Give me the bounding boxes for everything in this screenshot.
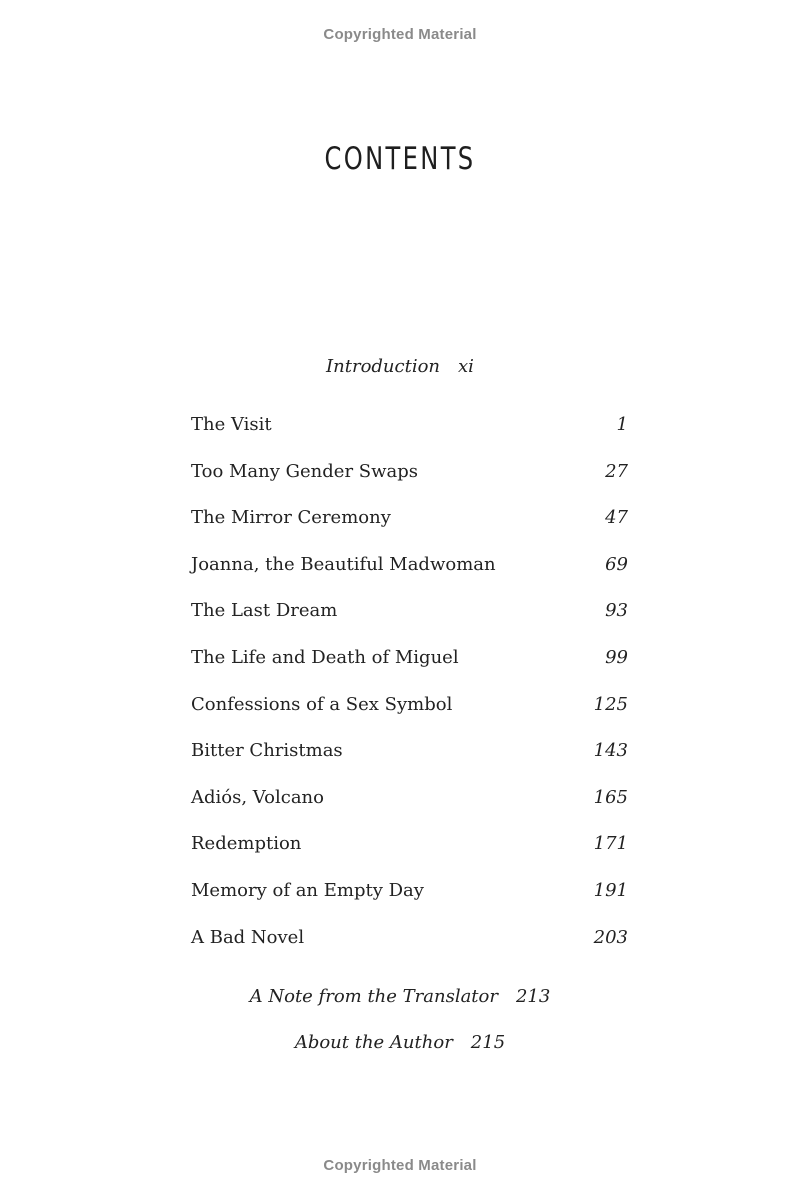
toc-entry-about-author[interactable]	[0, 1032, 800, 1053]
toc-row[interactable]	[191, 461, 628, 508]
chapter-title: Redemption	[191, 833, 302, 855]
toc-row[interactable]	[191, 787, 628, 834]
chapter-page: 191	[593, 879, 628, 901]
toc-entry-page: xi	[458, 356, 474, 377]
chapter-page: 93	[605, 600, 628, 622]
toc-entry-label: About the Author	[294, 1032, 453, 1053]
toc-row[interactable]	[191, 880, 628, 927]
chapter-title: The Last Dream	[191, 600, 338, 622]
chapter-page: 203	[593, 926, 628, 948]
chapter-title: A Bad Novel	[191, 926, 305, 948]
toc-row[interactable]	[191, 694, 628, 741]
chapter-page: 69	[605, 553, 628, 575]
toc-row[interactable]	[191, 740, 628, 787]
chapter-title: The Mirror Ceremony	[191, 507, 391, 529]
toc-row[interactable]	[191, 647, 628, 694]
toc-row[interactable]	[191, 414, 628, 461]
copyright-watermark-bottom: Copyrighted Material	[323, 1157, 477, 1174]
copyright-watermark-top: Copyrighted Material	[323, 26, 477, 43]
toc-entry-page: 215	[470, 1032, 506, 1053]
toc-row[interactable]	[191, 600, 628, 647]
chapter-title: Bitter Christmas	[191, 740, 343, 762]
toc-entry-page: 213	[515, 986, 551, 1007]
toc-entry-translator-note[interactable]	[0, 986, 800, 1007]
chapter-page: 47	[605, 507, 628, 529]
chapter-page: 99	[605, 646, 628, 668]
chapter-page: 125	[593, 693, 628, 715]
toc-entry-introduction[interactable]	[0, 356, 800, 377]
toc-entry-label: Introduction	[326, 356, 441, 377]
chapter-title: Confessions of a Sex Symbol	[191, 693, 453, 715]
chapter-title: The Life and Death of Miguel	[191, 646, 459, 668]
chapter-title: Memory of an Empty Day	[191, 879, 424, 901]
chapter-title: Adiós, Volcano	[191, 786, 324, 808]
chapter-title: The Visit	[191, 414, 272, 435]
chapter-page: 165	[593, 786, 628, 808]
toc-row[interactable]	[191, 507, 628, 554]
page-title: CONTENTS	[324, 141, 476, 177]
toc-row[interactable]	[191, 927, 628, 974]
chapter-page: 1	[616, 414, 628, 435]
toc-row[interactable]	[191, 833, 628, 880]
chapter-page: 171	[593, 833, 628, 855]
chapter-title: Joanna, the Beautiful Madwoman	[191, 553, 496, 575]
toc-row[interactable]	[191, 554, 628, 601]
chapter-page: 143	[593, 740, 628, 762]
toc-chapter-list	[191, 414, 628, 973]
chapter-title: Too Many Gender Swaps	[191, 460, 419, 482]
toc-entry-label: A Note from the Translator	[249, 986, 498, 1007]
chapter-page: 27	[605, 460, 628, 482]
